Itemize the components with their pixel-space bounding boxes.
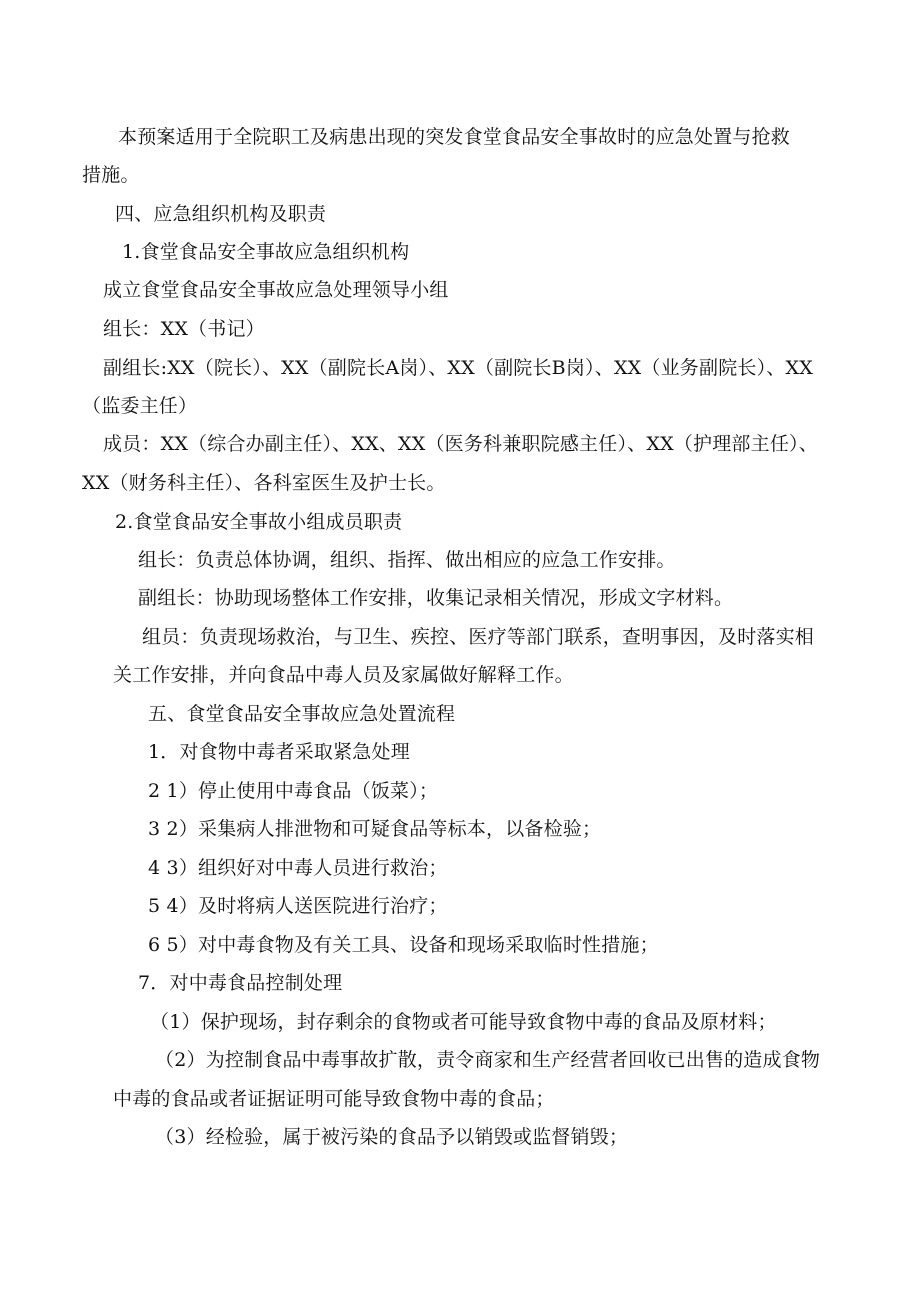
list-item: 5 4）及时将病人送医院进行治疗； bbox=[148, 895, 448, 917]
paragraph-line: 副组长：协助现场整体工作安排，收集记录相关情况，形成文字材料。 bbox=[138, 587, 734, 609]
list-item: 2 1）停止使用中毒食品（饭菜）； bbox=[148, 780, 439, 802]
paragraph-line: 本预案适用于全院职工及病患出现的突发食堂食品安全事故时的应急处置与抢救 bbox=[118, 126, 791, 148]
paragraph-line: 关工作安排，并向食品中毒人员及家属做好解释工作。 bbox=[113, 664, 574, 686]
paragraph-line: 副组长:XX（院长）、XX（副院长A岗）、XX（副院长B岗）、XX（业务副院长）、XX bbox=[103, 357, 813, 379]
paragraph-line: 组长：负责总体协调，组织、指挥、做出相应的应急工作安排。 bbox=[138, 549, 676, 571]
paragraph-line: XX（财务科主任）、各科室医生及护士长。 bbox=[82, 472, 446, 494]
list-item: 7．对中毒食品控制处理 bbox=[138, 972, 343, 994]
paragraph-line: 措施。 bbox=[82, 164, 140, 186]
paragraph-line: 成员：XX（综合办副主任）、XX、XX（医务科兼职院感主任）、XX（护理部主任）、 bbox=[103, 433, 818, 455]
subsection-heading: 2.食堂食品安全事故小组成员职责 bbox=[115, 511, 403, 533]
list-item: （3）经检验，属于被污染的食品予以销毁或监督销毁； bbox=[155, 1126, 629, 1148]
section-heading: 五、食堂食品安全事故应急处置流程 bbox=[148, 703, 456, 725]
paragraph-line: 成立食堂食品安全事故应急处理领导小组 bbox=[103, 279, 449, 301]
paragraph-line: 组长：XX（书记） bbox=[103, 318, 265, 340]
list-item: 3 2）采集病人排泄物和可疑食品等标本，以备检验； bbox=[148, 818, 602, 840]
section-heading: 四、应急组织机构及职责 bbox=[115, 203, 327, 225]
subsection-heading: 1.食堂食品安全事故应急组织机构 bbox=[122, 241, 410, 263]
paragraph-line: （监委主任） bbox=[82, 395, 198, 417]
list-item: 1．对食物中毒者采取紧急处理 bbox=[148, 741, 410, 763]
list-item: 6 5）对中毒食物及有关工具、设备和现场采取临时性措施； bbox=[148, 934, 659, 956]
list-item: 中毒的食品或者证据证明可能导致食物中毒的食品； bbox=[113, 1088, 555, 1110]
list-item: （2）为控制食品中毒事故扩散，责令商家和生产经营者回收已出售的造成食物 bbox=[155, 1049, 821, 1071]
list-item: （1）保护现场，封存剩余的食物或者可能导致食物中毒的食品及原材料； bbox=[150, 1011, 777, 1033]
list-item: 4 3）组织好对中毒人员进行救治； bbox=[148, 857, 448, 879]
paragraph-line: 组员：负责现场救治，与卫生、疾控、医疗等部门联系，查明事因，及时落实相 bbox=[142, 626, 815, 648]
